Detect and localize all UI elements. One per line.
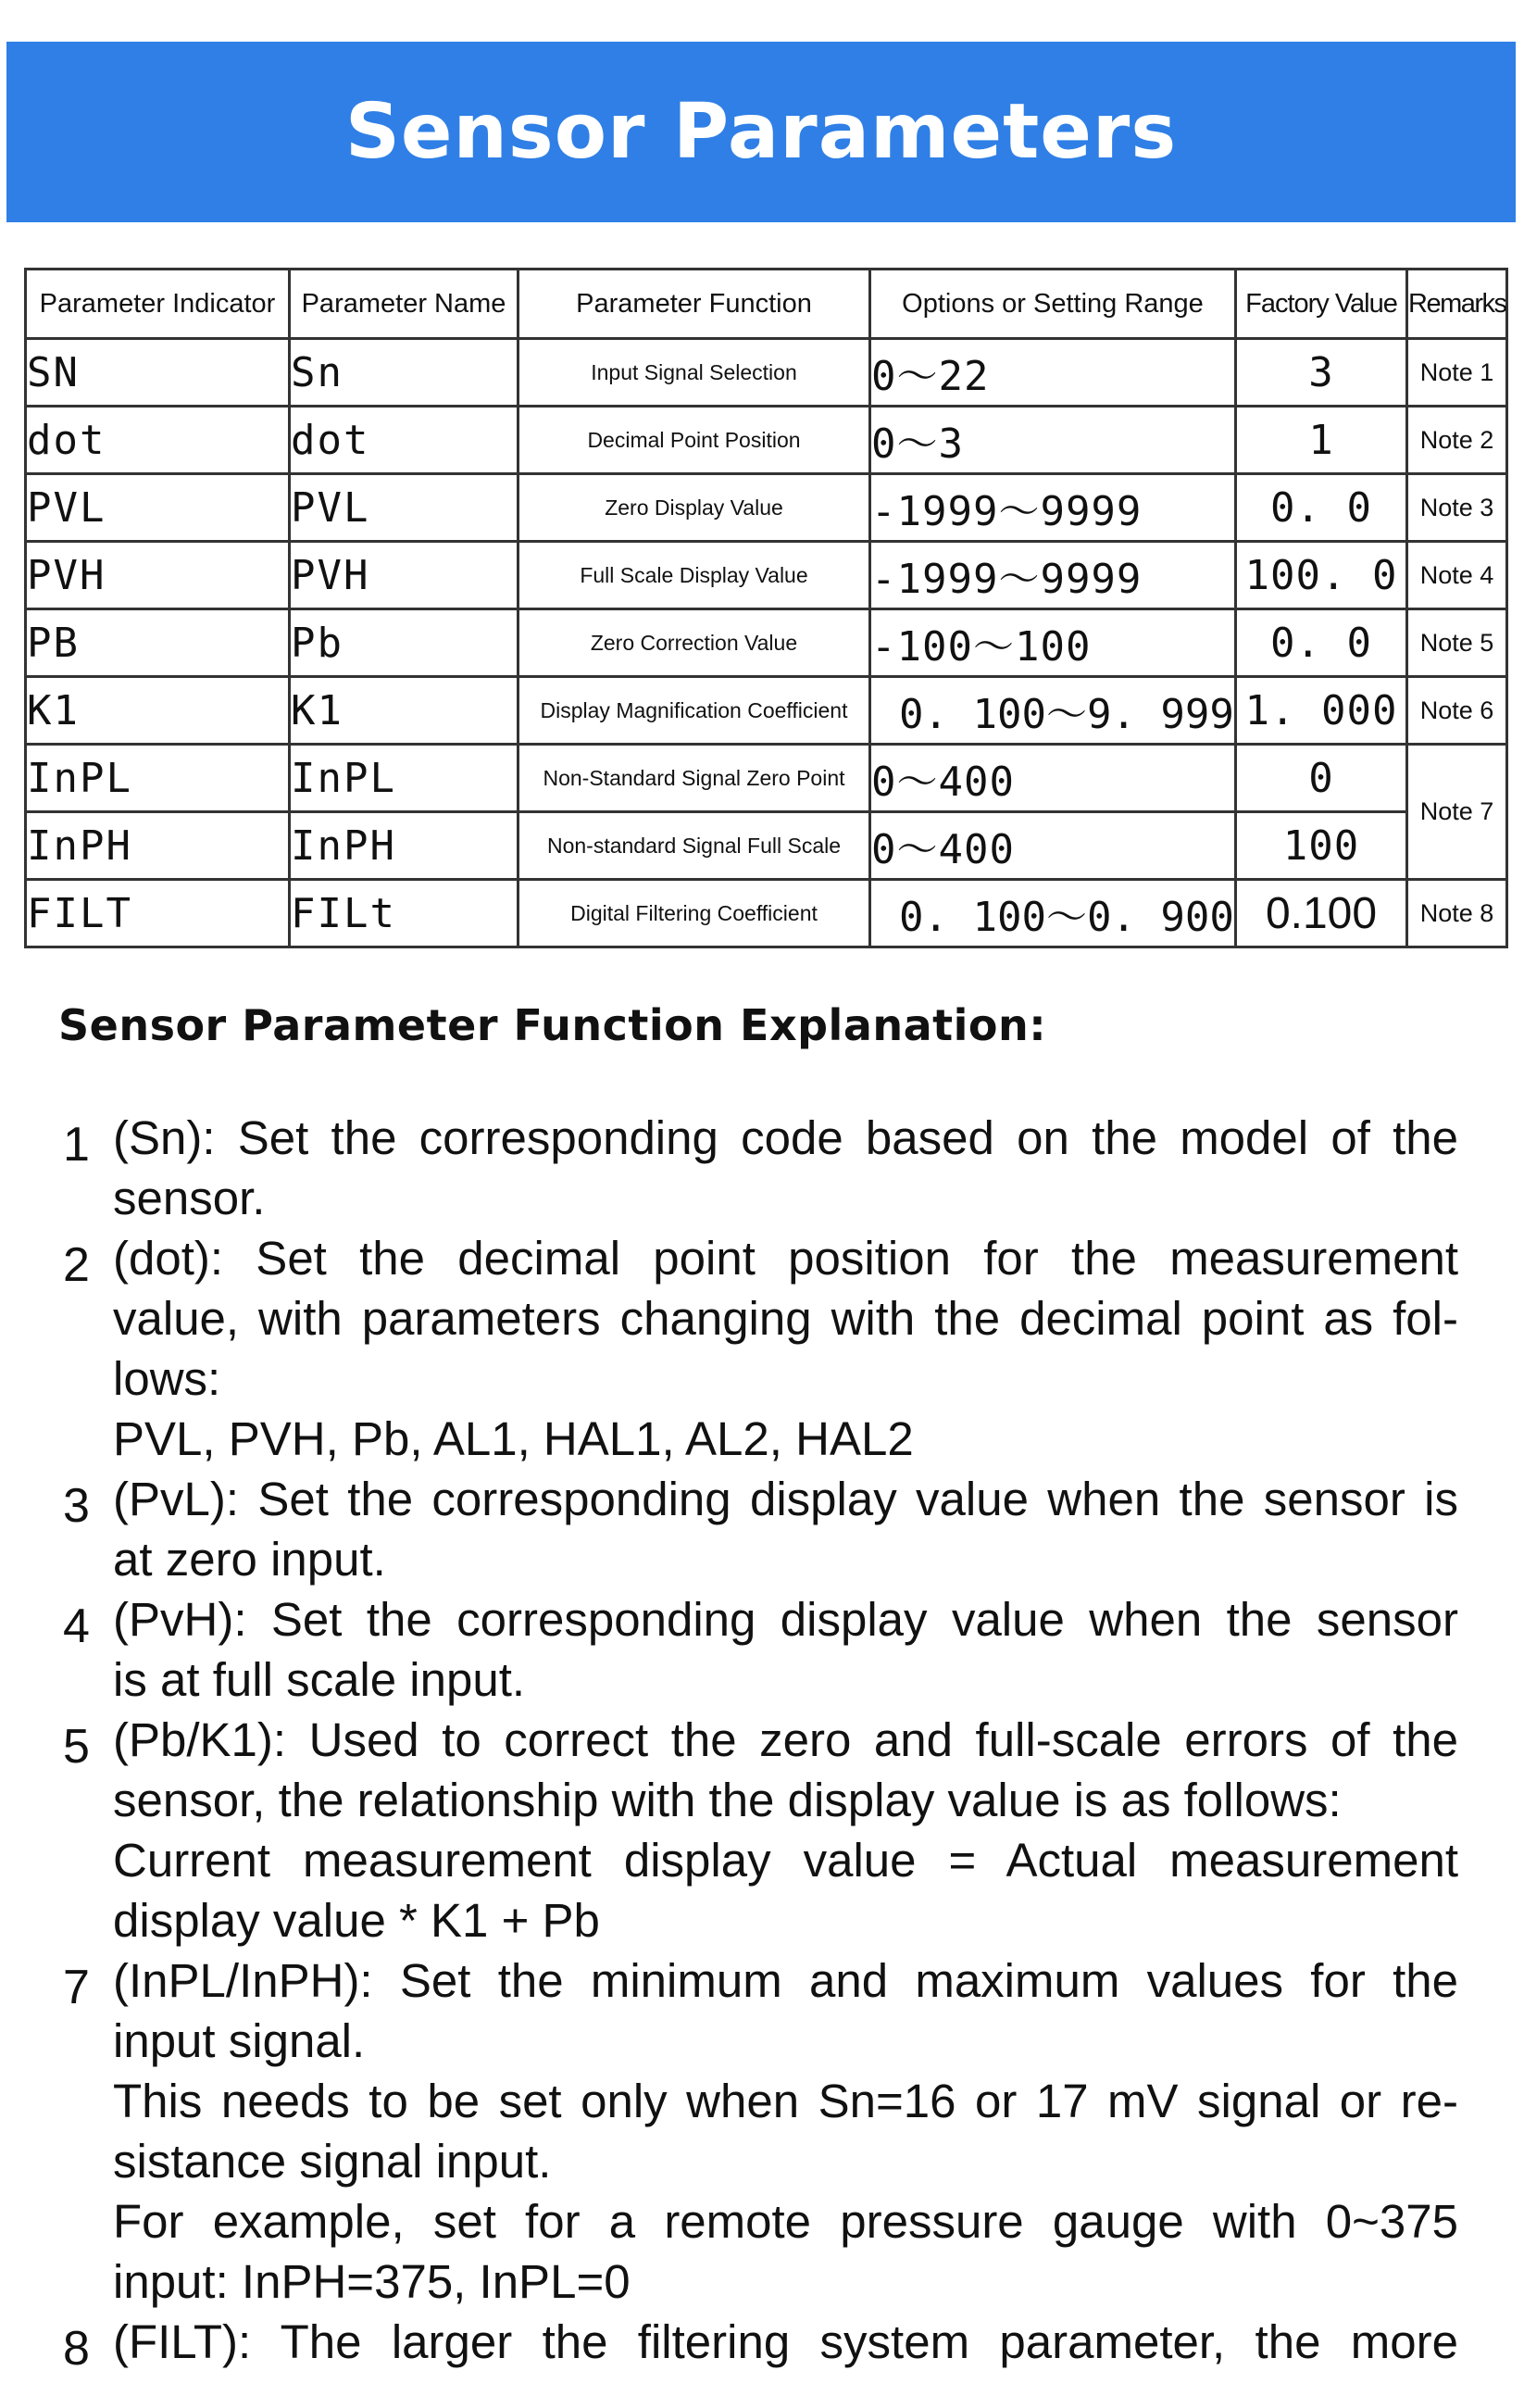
note-number: 4 bbox=[63, 1599, 90, 1653]
note-line: (InPL/InPH): Set the minimum and maximum values for the bbox=[113, 1954, 1458, 2007]
parameter-indicator: SN bbox=[26, 339, 290, 407]
note-line: input: InPH=375, InPL=0 bbox=[113, 2255, 631, 2308]
note-line: sensor. bbox=[113, 1172, 266, 1224]
note-line: (Sn): Set the corresponding code based on the model of the bbox=[113, 1111, 1458, 1164]
table-row bbox=[26, 339, 1507, 407]
parameter-indicator: PVL bbox=[26, 474, 290, 542]
note-line: This needs to be set only when Sn=16 or 17 mV signal or re- bbox=[113, 2075, 1458, 2127]
factory-value: 1 bbox=[1236, 407, 1407, 474]
parameter-name: PVL bbox=[290, 474, 518, 542]
parameter-indicator: K1 bbox=[26, 677, 290, 745]
setting-range: 0. 100～9. 999 bbox=[870, 677, 1236, 745]
header-parameter-function: Parameter Function bbox=[518, 270, 870, 339]
table-row bbox=[26, 609, 1507, 677]
factory-value: 0 bbox=[1236, 745, 1407, 812]
setting-range: 0. 100～0. 900 bbox=[870, 880, 1236, 947]
parameter-function: Full Scale Display Value bbox=[518, 542, 870, 609]
parameter-function: Display Magnification Coefficient bbox=[518, 677, 870, 745]
parameter-function: Zero Display Value bbox=[518, 474, 870, 542]
parameter-indicator: InPH bbox=[26, 812, 290, 880]
parameter-function: Zero Correction Value bbox=[518, 609, 870, 677]
setting-range: -1999～9999 bbox=[870, 542, 1236, 609]
setting-range: -1999～9999 bbox=[870, 474, 1236, 542]
header-factory-value: Factory Value bbox=[1236, 270, 1407, 339]
sensor-parameters-table bbox=[24, 268, 1508, 948]
note-number: 8 bbox=[63, 2322, 90, 2376]
title-banner bbox=[6, 42, 1516, 222]
note-line: sensor, the relationship with the display value is as follows: bbox=[113, 1774, 1342, 1826]
note-line: input signal. bbox=[113, 2014, 366, 2067]
note-number: 5 bbox=[63, 1720, 90, 1774]
header-parameter-indicator: Parameter Indicator bbox=[26, 270, 290, 339]
note-line: For example, set for a remote pressure gauge with 0~375 bbox=[113, 2195, 1458, 2248]
table-row bbox=[26, 474, 1507, 542]
explanation-heading: Sensor Parameter Function Explanation: bbox=[58, 1000, 1047, 1050]
remark: Note 3 bbox=[1407, 474, 1507, 542]
remark: Note 8 bbox=[1407, 880, 1507, 947]
parameter-name: FILt bbox=[290, 880, 518, 947]
parameter-name: InPL bbox=[290, 745, 518, 812]
factory-value: 1. 000 bbox=[1236, 677, 1407, 745]
note-number: 7 bbox=[63, 1961, 90, 2014]
factory-value: 0.100 bbox=[1236, 880, 1407, 947]
table-row bbox=[26, 880, 1507, 947]
parameter-function: Input Signal Selection bbox=[518, 339, 870, 407]
parameter-function: Non-standard Signal Full Scale bbox=[518, 812, 870, 880]
setting-range: 0～22 bbox=[870, 339, 1236, 407]
table-row bbox=[26, 812, 1507, 880]
remark: Note 1 bbox=[1407, 339, 1507, 407]
header-parameter-name: Parameter Name bbox=[290, 270, 518, 339]
table-row bbox=[26, 745, 1507, 812]
page-title: Sensor Parameters bbox=[344, 88, 1178, 176]
note-line: sistance signal input. bbox=[113, 2135, 552, 2188]
parameter-name: K1 bbox=[290, 677, 518, 745]
note-line: value, with parameters changing with the decimal point as fol- bbox=[113, 1292, 1458, 1345]
parameter-function: Decimal Point Position bbox=[518, 407, 870, 474]
parameter-indicator: PB bbox=[26, 609, 290, 677]
note-number: 2 bbox=[63, 1238, 90, 1292]
parameter-name: Sn bbox=[290, 339, 518, 407]
table-row bbox=[26, 677, 1507, 745]
note-item bbox=[56, 1710, 1458, 1950]
note-item bbox=[56, 2312, 1458, 2376]
remark: Note 7 bbox=[1407, 745, 1507, 880]
parameter-indicator: PVH bbox=[26, 542, 290, 609]
note-item bbox=[56, 1950, 1458, 2312]
note-number: 3 bbox=[63, 1479, 90, 1533]
factory-value: 3 bbox=[1236, 339, 1407, 407]
remark: Note 2 bbox=[1407, 407, 1507, 474]
note-line: is at full scale input. bbox=[113, 1653, 526, 1706]
note-line: (PvL): Set the corresponding display value when the sensor is bbox=[113, 1473, 1458, 1525]
parameter-name: PVH bbox=[290, 542, 518, 609]
parameter-name: InPH bbox=[290, 812, 518, 880]
parameter-function: Non-Standard Signal Zero Point bbox=[518, 745, 870, 812]
note-line: (Pb/K1): Used to correct the zero and full-scale errors of the bbox=[113, 1713, 1458, 1766]
explanation-notes bbox=[56, 1108, 1458, 2376]
parameter-name: dot bbox=[290, 407, 518, 474]
remark: Note 6 bbox=[1407, 677, 1507, 745]
note-item bbox=[56, 1589, 1458, 1710]
note-line: lows: bbox=[113, 1352, 221, 1405]
setting-range: -100～100 bbox=[870, 609, 1236, 677]
table-row bbox=[26, 542, 1507, 609]
note-number: 1 bbox=[63, 1118, 90, 1172]
setting-range: 0～3 bbox=[870, 407, 1236, 474]
factory-value: 100. 0 bbox=[1236, 542, 1407, 609]
parameter-indicator: InPL bbox=[26, 745, 290, 812]
table-header-row bbox=[26, 270, 1507, 339]
remark: Note 4 bbox=[1407, 542, 1507, 609]
header-setting-range: Options or Setting Range bbox=[870, 270, 1236, 339]
setting-range: 0～400 bbox=[870, 745, 1236, 812]
factory-value: 0. 0 bbox=[1236, 474, 1407, 542]
note-line: display value * K1 + Pb bbox=[113, 1894, 600, 1947]
remark: Note 5 bbox=[1407, 609, 1507, 677]
setting-range: 0～400 bbox=[870, 812, 1236, 880]
note-item bbox=[56, 1469, 1458, 1589]
note-line: (dot): Set the decimal point position for the measurement bbox=[113, 1232, 1458, 1285]
table-row bbox=[26, 407, 1507, 474]
parameter-name: Pb bbox=[290, 609, 518, 677]
note-item bbox=[56, 1228, 1458, 1469]
note-line: Current measurement display value = Actual measurement bbox=[113, 1834, 1458, 1887]
note-line: (FILT): The larger the filtering system parameter, the more bbox=[113, 2315, 1458, 2368]
parameter-function: Digital Filtering Coefficient bbox=[518, 880, 870, 947]
parameter-indicator: FILT bbox=[26, 880, 290, 947]
factory-value: 100 bbox=[1236, 812, 1407, 880]
header-remarks: Remarks bbox=[1407, 270, 1507, 339]
parameter-indicator: dot bbox=[26, 407, 290, 474]
note-item bbox=[56, 1108, 1458, 1228]
note-line: PVL, PVH, Pb, AL1, HAL1, AL2, HAL2 bbox=[113, 1412, 914, 1465]
note-line: (PvH): Set the corresponding display value when the sensor bbox=[113, 1593, 1458, 1646]
factory-value: 0. 0 bbox=[1236, 609, 1407, 677]
note-line: at zero input. bbox=[113, 1533, 386, 1586]
